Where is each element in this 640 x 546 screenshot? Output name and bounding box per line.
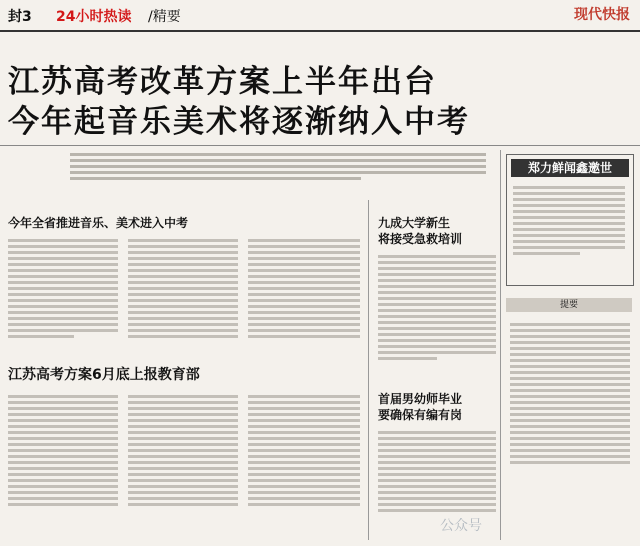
sidebar-section-bar: 提要 xyxy=(506,298,632,312)
subhead-music-art: 今年全省推进音乐、美术进入中考 xyxy=(8,216,189,230)
body-column-6 xyxy=(248,392,360,509)
body-column-5 xyxy=(128,392,238,509)
body-column-kinder xyxy=(378,428,496,515)
main-headline-line1: 江苏高考改革方案上半年出台 xyxy=(8,64,437,100)
sidebar-box xyxy=(506,154,634,286)
main-headline-line2: 今年起音乐美术将逐渐纳入中考 xyxy=(8,104,470,140)
sidebar-box-text xyxy=(513,183,625,258)
subhead-kinder-line2: 要确保有编有岗 xyxy=(378,408,463,422)
sidebar-brief-text xyxy=(510,320,630,467)
sidebar-box-title: 郑力鲜闻鑫邀世 xyxy=(511,159,629,177)
section-number: 封3 xyxy=(8,9,32,25)
lead-paragraph xyxy=(70,150,486,183)
section-sub-label: /精要 xyxy=(148,9,181,25)
sidebar-rule xyxy=(500,150,501,540)
column-rule xyxy=(368,200,369,540)
wechat-watermark: 公众号 xyxy=(440,518,482,534)
body-column-3 xyxy=(248,236,360,341)
masthead xyxy=(0,0,640,32)
subhead-kinder-line1: 首届男幼师毕业 xyxy=(378,392,463,406)
body-column-univ xyxy=(378,252,496,363)
newspaper-name: 现代快报 xyxy=(574,7,630,23)
subhead-univ-line1: 九成大学新生 xyxy=(378,216,451,230)
section-red-label: 24小时热读 xyxy=(56,9,132,25)
body-column-1 xyxy=(8,236,118,341)
headline-divider xyxy=(0,145,640,146)
subhead-univ-line2: 将接受急救培训 xyxy=(378,232,463,246)
body-column-2 xyxy=(128,236,238,341)
subhead-june-plan: 江苏高考方案6月底上报教育部 xyxy=(8,367,200,383)
body-column-4 xyxy=(8,392,118,509)
